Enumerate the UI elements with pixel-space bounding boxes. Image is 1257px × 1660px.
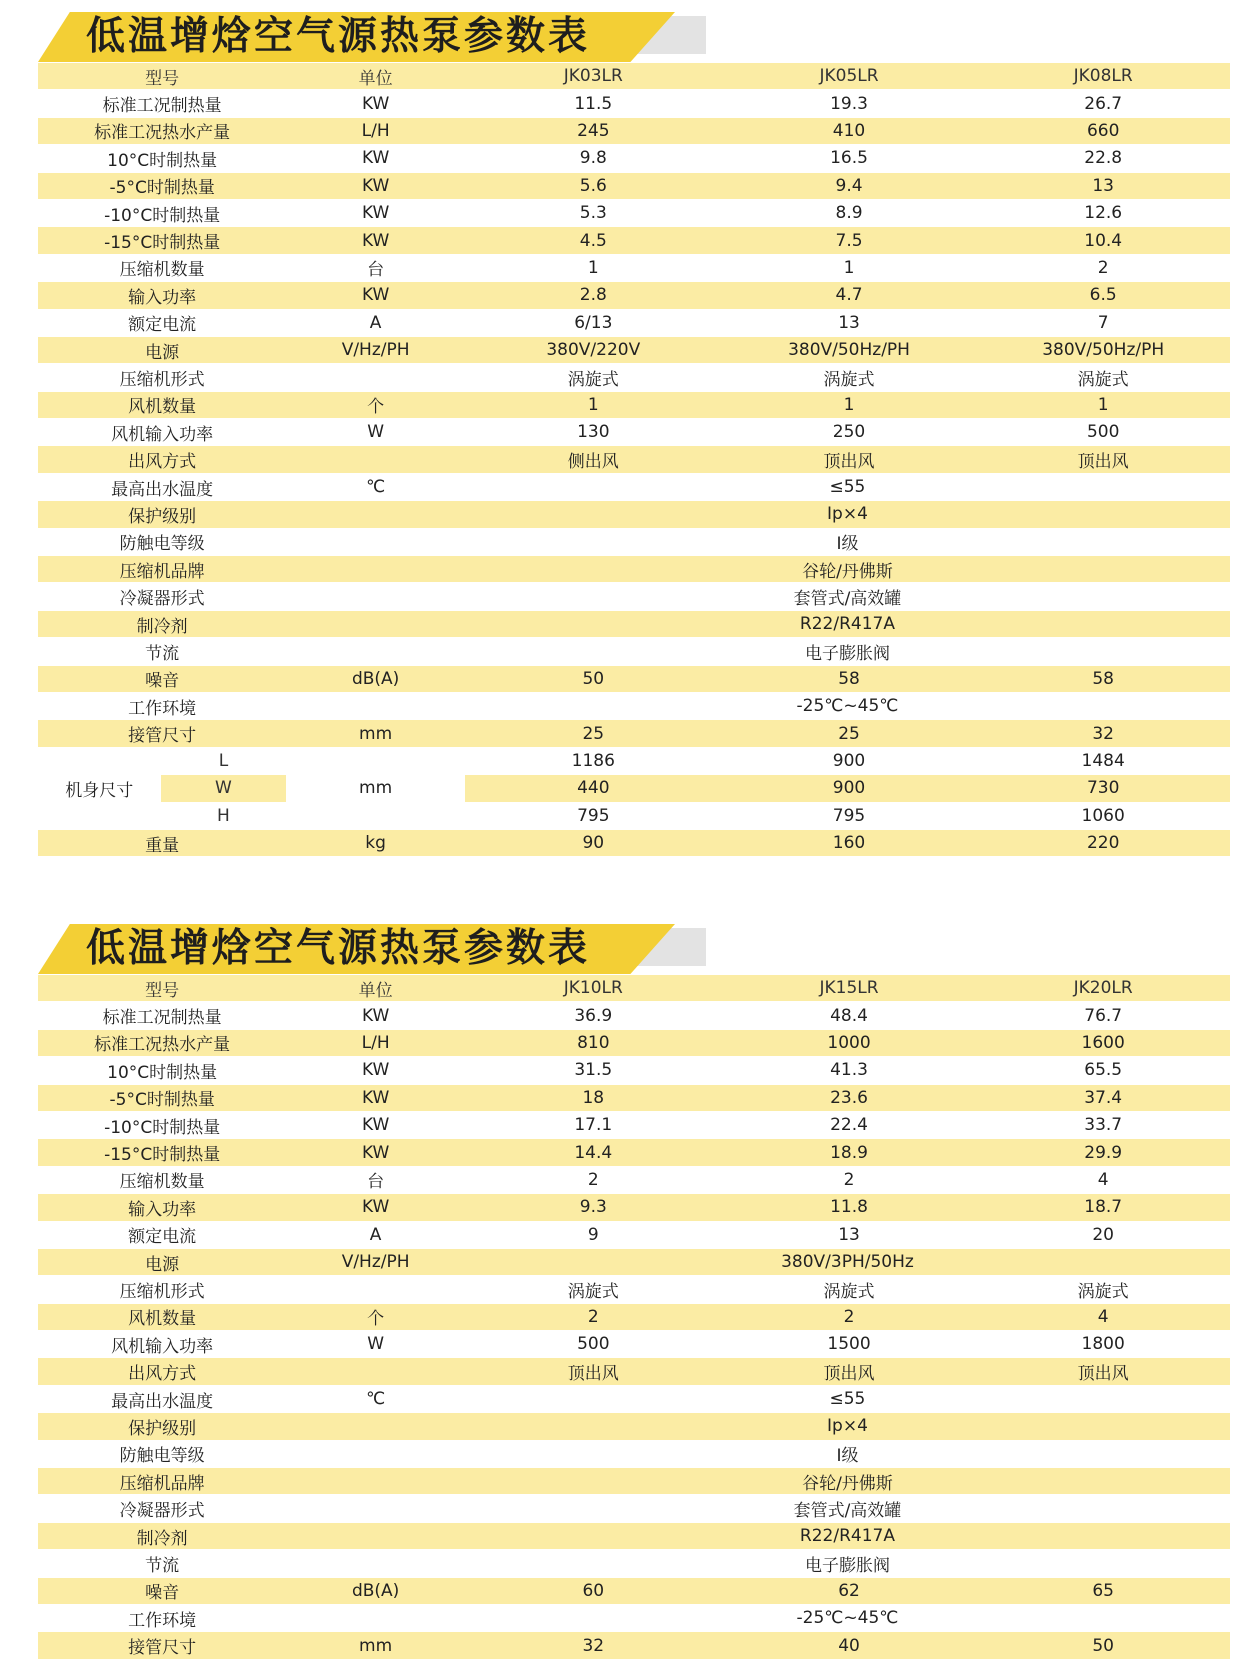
param-value: 500 — [976, 419, 1230, 446]
param-unit: KW — [286, 1111, 465, 1138]
param-value: 1000 — [722, 1029, 977, 1056]
param-name: 出风方式 — [38, 446, 286, 473]
table-row — [38, 692, 1230, 719]
param-value: 18 — [465, 1084, 722, 1111]
param-unit: mm — [286, 720, 465, 747]
param-unit: A — [286, 309, 465, 336]
param-name: 制冷剂 — [38, 610, 286, 637]
param-value: 245 — [465, 117, 722, 144]
param-value: 9.8 — [465, 145, 722, 172]
param-value: 顶出风 — [722, 1358, 977, 1385]
param-unit: KW — [286, 1139, 465, 1166]
param-value: 1500 — [722, 1331, 977, 1358]
header-model-3: JK20LR — [976, 975, 1230, 1002]
param-value: 涡旋式 — [976, 364, 1230, 391]
table-row — [38, 1221, 1230, 1248]
param-value: 1 — [465, 391, 722, 418]
table-row — [38, 1331, 1230, 1358]
param-name: -15°C时制热量 — [38, 227, 286, 254]
param-value: 58 — [722, 665, 977, 692]
header-model-3: JK08LR — [976, 63, 1230, 90]
dimension-unit: mm — [286, 747, 465, 829]
param-name: 10°C时制热量 — [38, 145, 286, 172]
param-name: 电源 — [38, 336, 286, 363]
param-unit: mm — [286, 1632, 465, 1659]
param-value: 1 — [722, 391, 977, 418]
param-name: 压缩机数量 — [38, 254, 286, 281]
table-row — [38, 1604, 1230, 1631]
param-value: 32 — [465, 1632, 722, 1659]
table-row — [38, 1385, 1230, 1412]
param-value: 1186 — [465, 747, 722, 774]
param-unit — [286, 638, 465, 665]
param-value: 9 — [465, 1221, 722, 1248]
table-row — [38, 199, 1230, 226]
param-unit — [286, 1495, 465, 1522]
param-value: 9.3 — [465, 1194, 722, 1221]
param-unit: KW — [286, 1194, 465, 1221]
param-name: 出风方式 — [38, 1358, 286, 1385]
table-row — [38, 145, 1230, 172]
table-row — [38, 1468, 1230, 1495]
table-row — [38, 117, 1230, 144]
param-value: 4 — [976, 1303, 1230, 1330]
page-title: 低温增焓空气源热泵参数表 — [86, 926, 591, 971]
table-row — [38, 364, 1230, 391]
param-unit: KW — [286, 1002, 465, 1029]
param-value: 41.3 — [722, 1057, 977, 1084]
table-row — [38, 1029, 1230, 1056]
param-name: 最高出水温度 — [38, 473, 286, 500]
param-value: 2 — [976, 254, 1230, 281]
header-model-2: JK15LR — [722, 975, 977, 1002]
param-value: 900 — [722, 775, 977, 802]
table-row — [38, 1413, 1230, 1440]
param-value: 顶出风 — [976, 446, 1230, 473]
table-row — [38, 1522, 1230, 1549]
param-name: 噪音 — [38, 665, 286, 692]
param-value-merged: 电子膨胀阀 — [465, 1550, 1230, 1577]
param-value: 795 — [465, 802, 722, 829]
param-unit: KW — [286, 282, 465, 309]
param-unit: KW — [286, 1057, 465, 1084]
param-value: 6.5 — [976, 282, 1230, 309]
param-value: 220 — [976, 829, 1230, 856]
param-value: 40 — [722, 1632, 977, 1659]
param-unit — [286, 1522, 465, 1549]
param-value: 13 — [976, 172, 1230, 199]
param-value: 7 — [976, 309, 1230, 336]
param-unit — [286, 556, 465, 583]
table-row-dimension — [38, 747, 1230, 774]
table-row — [38, 1002, 1230, 1029]
param-unit: KW — [286, 199, 465, 226]
param-unit: KW — [286, 145, 465, 172]
param-name: -5°C时制热量 — [38, 172, 286, 199]
param-value: 1 — [722, 254, 977, 281]
param-value: 1 — [976, 391, 1230, 418]
spec-table — [38, 63, 1230, 857]
param-value: 32 — [976, 720, 1230, 747]
param-value-merged: R22/R417A — [465, 610, 1230, 637]
param-name: 额定电流 — [38, 309, 286, 336]
table-row — [38, 1550, 1230, 1577]
param-name: 压缩机品牌 — [38, 556, 286, 583]
param-name: 接管尺寸 — [38, 720, 286, 747]
param-name: 电源 — [38, 1248, 286, 1275]
param-unit — [286, 692, 465, 719]
table-row — [38, 336, 1230, 363]
param-value: 900 — [722, 747, 977, 774]
header-model-1: JK03LR — [465, 63, 722, 90]
header-model: 型号 — [38, 63, 286, 90]
param-unit: A — [286, 1221, 465, 1248]
param-name: 工作环境 — [38, 692, 286, 719]
param-name: 最高出水温度 — [38, 1385, 286, 1412]
param-value-merged: -25℃~45℃ — [465, 692, 1230, 719]
param-value: 涡旋式 — [976, 1276, 1230, 1303]
param-unit: dB(A) — [286, 665, 465, 692]
param-value: 380V/50Hz/PH — [722, 336, 977, 363]
param-unit: ℃ — [286, 473, 465, 500]
table-row — [38, 1577, 1230, 1604]
param-unit: KW — [286, 90, 465, 117]
param-value: 440 — [465, 775, 722, 802]
param-value: 58 — [976, 665, 1230, 692]
param-unit — [286, 446, 465, 473]
header-row — [38, 63, 1230, 90]
param-name: 风机输入功率 — [38, 419, 286, 446]
param-value: 380V/50Hz/PH — [976, 336, 1230, 363]
param-unit — [286, 528, 465, 555]
table-row — [38, 1632, 1230, 1659]
param-value: 29.9 — [976, 1139, 1230, 1166]
param-unit — [286, 1550, 465, 1577]
param-unit: 台 — [286, 254, 465, 281]
param-value: 顶出风 — [465, 1358, 722, 1385]
param-value: 65 — [976, 1577, 1230, 1604]
dimension-axis: H — [161, 802, 287, 829]
param-value: 顶出风 — [722, 446, 977, 473]
param-value: 500 — [465, 1331, 722, 1358]
param-value: 2 — [465, 1303, 722, 1330]
param-unit: V/Hz/PH — [286, 1248, 465, 1275]
param-value-merged: 谷轮/丹佛斯 — [465, 1468, 1230, 1495]
param-name: 风机数量 — [38, 391, 286, 418]
param-value: 60 — [465, 1577, 722, 1604]
param-unit: KW — [286, 1084, 465, 1111]
table-row — [38, 1194, 1230, 1221]
param-unit: 台 — [286, 1166, 465, 1193]
param-name: 风机数量 — [38, 1303, 286, 1330]
param-unit: W — [286, 419, 465, 446]
param-unit: ℃ — [286, 1385, 465, 1412]
param-value: 4 — [976, 1166, 1230, 1193]
param-value: 5.3 — [465, 199, 722, 226]
param-value-merged: Ip×4 — [465, 1413, 1230, 1440]
param-unit: KW — [286, 172, 465, 199]
table-row — [38, 1276, 1230, 1303]
param-name: -5°C时制热量 — [38, 1084, 286, 1111]
table-row — [38, 1358, 1230, 1385]
param-value: 1 — [465, 254, 722, 281]
header-model: 型号 — [38, 975, 286, 1002]
param-value: 130 — [465, 419, 722, 446]
param-name: 额定电流 — [38, 1221, 286, 1248]
dimension-axis: W — [161, 775, 287, 802]
param-value: 10.4 — [976, 227, 1230, 254]
param-value: 65.5 — [976, 1057, 1230, 1084]
param-value: 730 — [976, 775, 1230, 802]
dimension-label: 机身尺寸 — [38, 747, 161, 829]
param-name: 输入功率 — [38, 282, 286, 309]
table-row — [38, 528, 1230, 555]
table-row-dimension — [38, 802, 1230, 829]
param-value: 33.7 — [976, 1111, 1230, 1138]
page-title: 低温增焓空气源热泵参数表 — [86, 14, 591, 59]
title-banner — [0, 0, 1257, 63]
param-value: 25 — [465, 720, 722, 747]
param-value: 25 — [722, 720, 977, 747]
param-value: 9.4 — [722, 172, 977, 199]
param-value: 11.8 — [722, 1194, 977, 1221]
spec-section-2 — [0, 912, 1257, 1659]
table-row — [38, 556, 1230, 583]
param-value: 660 — [976, 117, 1230, 144]
param-unit: W — [286, 1331, 465, 1358]
table-row — [38, 1440, 1230, 1467]
param-value-merged: 电子膨胀阀 — [465, 638, 1230, 665]
param-value: 26.7 — [976, 90, 1230, 117]
param-name: 保护级别 — [38, 501, 286, 528]
param-name: -10°C时制热量 — [38, 199, 286, 226]
param-value: 90 — [465, 829, 722, 856]
spec-table — [38, 975, 1230, 1660]
param-name: 压缩机数量 — [38, 1166, 286, 1193]
param-name: 输入功率 — [38, 1194, 286, 1221]
param-value: 23.6 — [722, 1084, 977, 1111]
param-unit: L/H — [286, 117, 465, 144]
param-value: 810 — [465, 1029, 722, 1056]
param-value: 31.5 — [465, 1057, 722, 1084]
table-row — [38, 446, 1230, 473]
param-unit — [286, 583, 465, 610]
param-value: 4.7 — [722, 282, 977, 309]
param-value-merged: 套管式/高效罐 — [465, 1495, 1230, 1522]
param-value: 22.4 — [722, 1111, 977, 1138]
table-row — [38, 665, 1230, 692]
param-unit — [286, 610, 465, 637]
header-unit: 单位 — [286, 975, 465, 1002]
header-model-1: JK10LR — [465, 975, 722, 1002]
param-unit — [286, 1468, 465, 1495]
param-unit — [286, 364, 465, 391]
param-value: 16.5 — [722, 145, 977, 172]
param-value: 13 — [722, 309, 977, 336]
table-row — [38, 1057, 1230, 1084]
param-name: 冷凝器形式 — [38, 1495, 286, 1522]
table-row — [38, 473, 1230, 500]
param-unit: V/Hz/PH — [286, 336, 465, 363]
param-value-merged: I级 — [465, 1440, 1230, 1467]
param-value: 12.6 — [976, 199, 1230, 226]
param-value: 1060 — [976, 802, 1230, 829]
param-name: 制冷剂 — [38, 1522, 286, 1549]
param-value: 250 — [722, 419, 977, 446]
table-row — [38, 254, 1230, 281]
table-row — [38, 1495, 1230, 1522]
param-name: 标准工况制热量 — [38, 1002, 286, 1029]
header-row — [38, 975, 1230, 1002]
param-value: 8.9 — [722, 199, 977, 226]
param-name: 10°C时制热量 — [38, 1057, 286, 1084]
param-value: 5.6 — [465, 172, 722, 199]
param-unit: dB(A) — [286, 1577, 465, 1604]
param-value: 17.1 — [465, 1111, 722, 1138]
param-value: 410 — [722, 117, 977, 144]
table-row — [38, 720, 1230, 747]
param-name: 工作环境 — [38, 1604, 286, 1631]
table-row — [38, 610, 1230, 637]
param-value: 795 — [722, 802, 977, 829]
param-value: 380V/220V — [465, 336, 722, 363]
param-unit — [286, 1413, 465, 1440]
param-name: -10°C时制热量 — [38, 1111, 286, 1138]
param-name: 防触电等级 — [38, 1440, 286, 1467]
param-value: 20 — [976, 1221, 1230, 1248]
param-value: 13 — [722, 1221, 977, 1248]
param-unit — [286, 501, 465, 528]
param-unit: kg — [286, 829, 465, 856]
table-row — [38, 1139, 1230, 1166]
table-row — [38, 282, 1230, 309]
param-unit: 个 — [286, 1303, 465, 1330]
param-value: 2.8 — [465, 282, 722, 309]
param-value: 160 — [722, 829, 977, 856]
param-value: 涡旋式 — [465, 364, 722, 391]
table-row — [38, 309, 1230, 336]
param-value: 涡旋式 — [465, 1276, 722, 1303]
param-value: 侧出风 — [465, 446, 722, 473]
table-row — [38, 1111, 1230, 1138]
param-value: 50 — [976, 1632, 1230, 1659]
param-name: 标准工况热水产量 — [38, 117, 286, 144]
param-value-merged: 谷轮/丹佛斯 — [465, 556, 1230, 583]
param-value-merged: Ip×4 — [465, 501, 1230, 528]
param-value: 37.4 — [976, 1084, 1230, 1111]
param-value-merged: -25℃~45℃ — [465, 1604, 1230, 1631]
param-value: 2 — [722, 1303, 977, 1330]
param-name: 保护级别 — [38, 1413, 286, 1440]
param-unit — [286, 1604, 465, 1631]
param-unit — [286, 1276, 465, 1303]
param-value: 涡旋式 — [722, 1276, 977, 1303]
table-row — [38, 1303, 1230, 1330]
table-row — [38, 638, 1230, 665]
param-unit: 个 — [286, 391, 465, 418]
param-value-merged: R22/R417A — [465, 1522, 1230, 1549]
param-name: 噪音 — [38, 1577, 286, 1604]
table-row — [38, 1248, 1230, 1275]
param-value: 1484 — [976, 747, 1230, 774]
table-row — [38, 90, 1230, 117]
header-model-2: JK05LR — [722, 63, 977, 90]
param-value: 7.5 — [722, 227, 977, 254]
param-value: 涡旋式 — [722, 364, 977, 391]
param-name: -15°C时制热量 — [38, 1139, 286, 1166]
param-value: 4.5 — [465, 227, 722, 254]
param-value: 2 — [722, 1166, 977, 1193]
table-row — [38, 1166, 1230, 1193]
param-name: 压缩机形式 — [38, 364, 286, 391]
param-unit: L/H — [286, 1029, 465, 1056]
table-row — [38, 227, 1230, 254]
param-value: 18.9 — [722, 1139, 977, 1166]
table-row — [38, 1084, 1230, 1111]
param-value-merged: 380V/3PH/50Hz — [465, 1248, 1230, 1275]
param-value: 顶出风 — [976, 1358, 1230, 1385]
param-value: 1600 — [976, 1029, 1230, 1056]
header-unit: 单位 — [286, 63, 465, 90]
param-value: 6/13 — [465, 309, 722, 336]
param-value: 1800 — [976, 1331, 1230, 1358]
param-value: 11.5 — [465, 90, 722, 117]
param-name: 压缩机品牌 — [38, 1468, 286, 1495]
param-unit: KW — [286, 227, 465, 254]
param-name: 重量 — [38, 829, 286, 856]
param-value: 62 — [722, 1577, 977, 1604]
table-row-dimension — [38, 775, 1230, 802]
param-name: 标准工况热水产量 — [38, 1029, 286, 1056]
table-row — [38, 172, 1230, 199]
param-value: 14.4 — [465, 1139, 722, 1166]
param-value: 50 — [465, 665, 722, 692]
param-value-merged: 套管式/高效罐 — [465, 583, 1230, 610]
param-value: 48.4 — [722, 1002, 977, 1029]
dimension-axis: L — [161, 747, 287, 774]
param-value-merged: I级 — [465, 528, 1230, 555]
param-value: 2 — [465, 1166, 722, 1193]
param-name: 风机输入功率 — [38, 1331, 286, 1358]
param-name: 节流 — [38, 638, 286, 665]
param-name: 防触电等级 — [38, 528, 286, 555]
param-name: 接管尺寸 — [38, 1632, 286, 1659]
param-value: 18.7 — [976, 1194, 1230, 1221]
param-name: 节流 — [38, 1550, 286, 1577]
table-row — [38, 391, 1230, 418]
param-name: 压缩机形式 — [38, 1276, 286, 1303]
table-row — [38, 583, 1230, 610]
param-value-merged: ≤55 — [465, 473, 1230, 500]
param-value: 76.7 — [976, 1002, 1230, 1029]
table-row — [38, 419, 1230, 446]
param-unit — [286, 1358, 465, 1385]
param-unit — [286, 1440, 465, 1467]
title-banner — [0, 912, 1257, 975]
param-value: 36.9 — [465, 1002, 722, 1029]
param-name: 标准工况制热量 — [38, 90, 286, 117]
table-row-weight — [38, 829, 1230, 856]
table-row — [38, 501, 1230, 528]
param-value: 19.3 — [722, 90, 977, 117]
param-value: 22.8 — [976, 145, 1230, 172]
param-name: 冷凝器形式 — [38, 583, 286, 610]
param-value-merged: ≤55 — [465, 1385, 1230, 1412]
